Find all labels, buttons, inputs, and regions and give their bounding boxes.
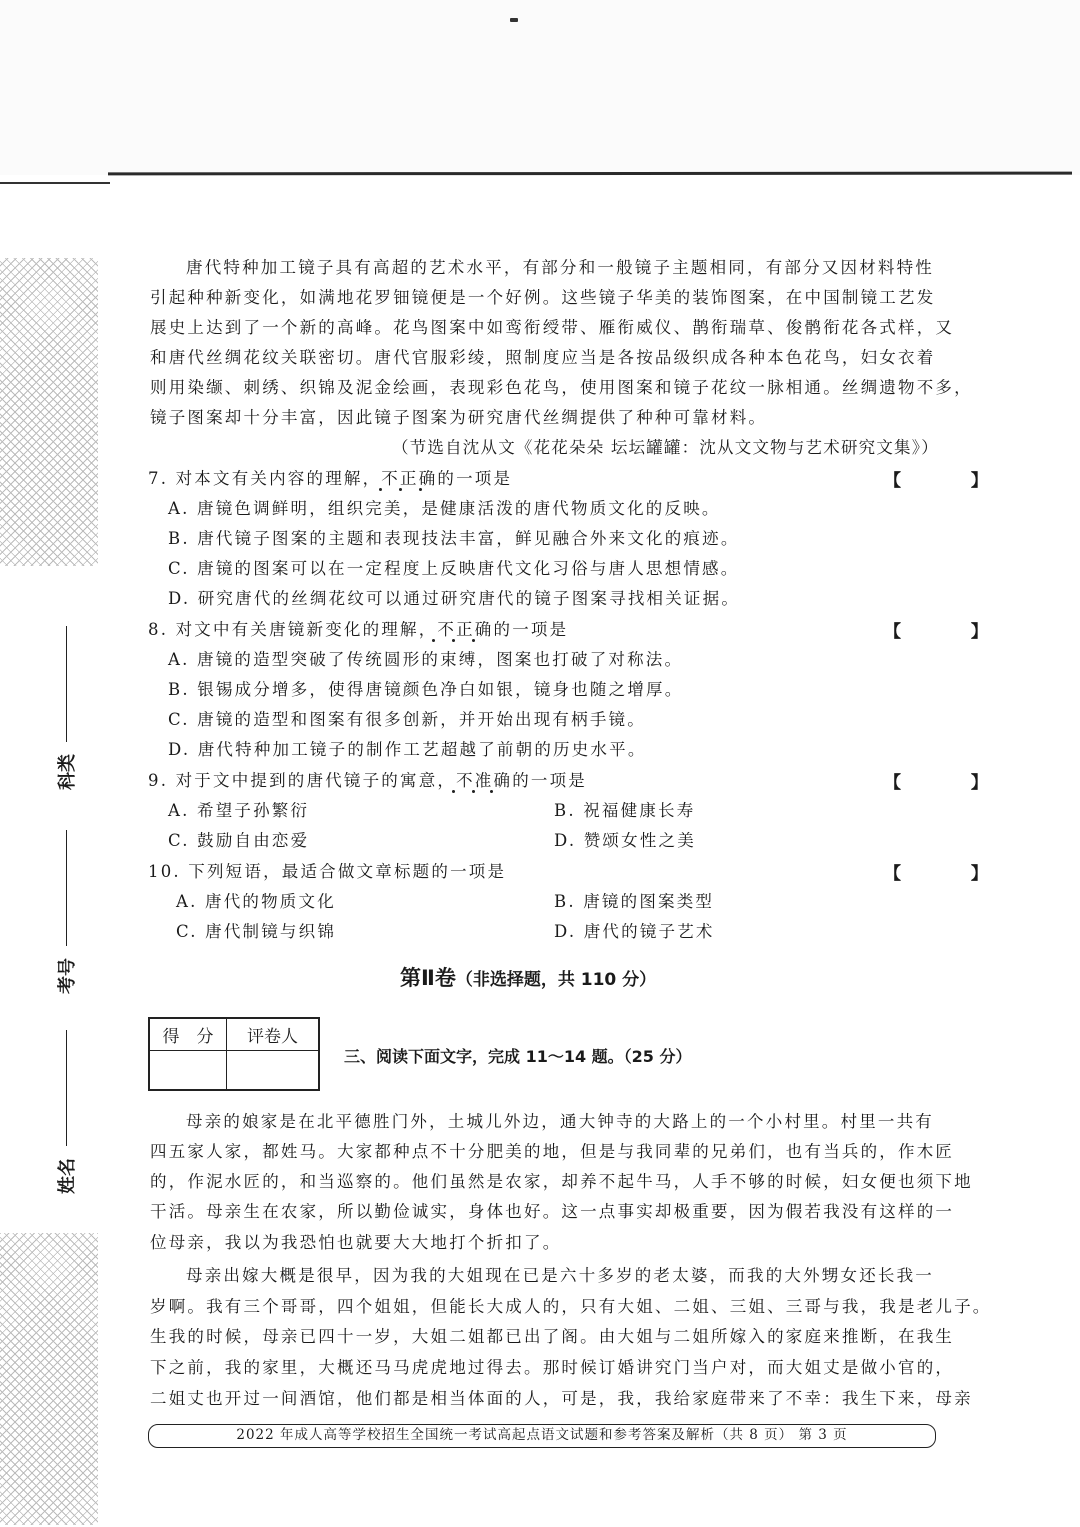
passage2-line: 干活。母亲生在农家，所以勤俭诚实，身体也好。这一点事实却极重要，因为假若我没有这样的一 xyxy=(150,1202,955,1221)
answer-bracket: 【 】 xyxy=(884,622,1020,642)
passage2-line: 四五家人家，都姓马。大家都种点不十分肥美的地，但是与我同辈的兄弟们，也有当兵的，作木匠 xyxy=(150,1142,955,1161)
section-2-label: 第Ⅱ卷 xyxy=(400,966,456,990)
option-d: D. 唐代的镜子艺术 xyxy=(554,922,715,941)
page-edge-left xyxy=(0,182,110,184)
option-c: C. 唐代制镜与织锦 xyxy=(176,922,337,941)
passage1-line: 和唐代丝绸花纹关联密切。唐代官服彩绫，照制度应当是各按品级织成各种本色花鸟，妇女衣着 xyxy=(150,348,936,367)
scan-speck xyxy=(510,18,518,22)
option-b: B. 唐代镜子图案的主题和表现技法丰富，鲜见融合外来文化的痕迹。 xyxy=(168,529,740,548)
passage1-line: 引起种种新变化，如满地花罗钿镜便是一个好例。这些镜子华美的装饰图案，在中国制镜工艺发 xyxy=(150,288,936,307)
binding-hatch-bottom xyxy=(0,1233,98,1525)
option-b: B. 祝福健康长寿 xyxy=(554,801,696,820)
question-stem: 10. 下列短语，最适合做文章标题的一项是 xyxy=(148,862,507,881)
option-d: D. 研究唐代的丝绸花纹可以通过研究唐代的镜子图案寻找相关证据。 xyxy=(168,589,741,608)
passage2-line: 二姐丈也开过一间酒馆，他们都是相当体面的人，可是，我，我给家庭带来了不幸：我生下来，母亲 xyxy=(150,1389,973,1408)
emphasis-dot xyxy=(399,488,402,491)
emphasis-dot xyxy=(379,488,382,491)
passage2-line: 生我的时候，母亲已四十一岁，大姐二姐都已出了阁。由大姐与二姐所嫁入的家庭来推断，在我生 xyxy=(150,1327,955,1346)
passage1-line: 展史上达到了一个新的高峰。花鸟图案中如鸾衔绶带、雁衔威仪、鹊衔瑞草、俊鹘衔花各式样，又 xyxy=(150,318,955,337)
passage1-line: 则用染缬、刺绣、织锦及泥金绘画，表现彩色花鸟，使用图案和镜子花纹一脉相通。丝绸遗物不多， xyxy=(150,378,973,397)
option-b: B. 银锡成分增多，使得唐镜颜色净白如银，镜身也随之增厚。 xyxy=(168,680,684,699)
answer-bracket: 【 】 xyxy=(884,864,1020,884)
score-table xyxy=(148,1017,320,1091)
option-d: D. 唐代特种加工镜子的制作工艺超越了前朝的历史水平。 xyxy=(168,740,647,759)
section-2-subtitle: （非选择题，共 110 分） xyxy=(455,970,657,990)
name-label: 姓名 xyxy=(57,1158,78,1194)
question-stem: 9. 对于文中提到的唐代镜子的寓意，不准确的一项是 xyxy=(148,771,587,790)
page-footer: 2022 年成人高等学校招生全国统一考试高起点语文试题和参考答案及解析（共 8 页） 第 3 页 xyxy=(148,1424,936,1448)
binding-hatch-top xyxy=(0,258,98,566)
option-d: D. 赞颂女性之美 xyxy=(554,831,696,850)
answer-bracket: 【 】 xyxy=(884,773,1020,793)
exam-no-line xyxy=(66,830,67,946)
section-2-title xyxy=(400,962,656,992)
grader-cell[interactable] xyxy=(227,1050,320,1090)
option-a: A. 唐镜色调鲜明，组织完美，是健康活泼的唐代物质文化的反映。 xyxy=(168,499,721,518)
passage2-line: 下之前，我的家里，大概还马马虎虎地过得去。那时候订婚讲究门当户对，而大姐丈是做小官的， xyxy=(150,1358,955,1377)
emphasis-dot xyxy=(472,639,475,642)
emphasis-dot xyxy=(419,488,422,491)
part-3-heading: 三、阅读下面文字，完成 11～14 题。（25 分） xyxy=(344,1047,692,1066)
score-cell[interactable] xyxy=(149,1050,227,1090)
score-header: 得 分 xyxy=(149,1018,227,1050)
subject-line xyxy=(66,626,67,742)
option-c: C. 鼓励自由恋爱 xyxy=(168,831,310,850)
passage2-line: 位母亲，我以为我恐怕也就要大大地打个折扣了。 xyxy=(150,1233,562,1252)
emphasis-dot xyxy=(452,790,455,793)
passage2-line: 母亲的娘家是在北平德胜门外，土城儿外边，通大钟寺的大路上的一个小村里。村里一共有 xyxy=(186,1112,934,1131)
emphasis-dot xyxy=(432,639,435,642)
option-c: C. 唐镜的图案可以在一定程度上反映唐代文化习俗与唐人思想情感。 xyxy=(168,559,740,578)
emphasis-dot xyxy=(472,790,475,793)
source-note: （节选自沈从文《花花朵朵 坛坛罐罐：沈从文文物与艺术研究文集》） xyxy=(392,438,939,457)
option-a: A. 唐镜的造型突破了传统圆形的束缚，图案也打破了对称法。 xyxy=(168,650,684,669)
subject-label: 科类 xyxy=(57,754,78,790)
option-a: A. 希望子孙繁衍 xyxy=(168,801,310,820)
exam-no-label: 考号 xyxy=(57,958,78,994)
question-stem: 8. 对文中有关唐镜新变化的理解，不正确的一项是 xyxy=(148,620,569,639)
option-b: B. 唐镜的图案类型 xyxy=(554,892,715,911)
question-stem: 7. 对本文有关内容的理解，不正确的一项是 xyxy=(148,469,513,488)
option-c: C. 唐镜的造型和图案有很多创新，并开始出现有柄手镜。 xyxy=(168,710,646,729)
passage2-line: 母亲出嫁大概是很早，因为我的大姐现在已是六十多岁的老太婆，而我的大外甥女还长我一 xyxy=(186,1266,934,1285)
passage2-line: 岁啊。我有三个哥哥，四个姐姐，但能长大成人的，只有大姐、二姐、三姐、三哥与我，我是老儿子。 xyxy=(150,1297,992,1316)
passage2-line: 的，作泥水匠的，和当巡察的。他们虽然是农家，却养不起牛马，人手不够的时候，妇女便也须下地 xyxy=(150,1172,973,1191)
name-line xyxy=(66,1030,67,1146)
emphasis-dot xyxy=(490,790,493,793)
passage1-line: 唐代特种加工镜子具有高超的艺术水平，有部分和一般镜子主题相同，有部分又因材料特性 xyxy=(186,258,934,277)
emphasis-dot xyxy=(452,639,455,642)
option-a: A. 唐代的物质文化 xyxy=(176,892,336,911)
scan-top-margin xyxy=(0,0,1080,175)
grader-header: 评卷人 xyxy=(227,1018,320,1050)
passage1-line: 镜子图案却十分丰富，因此镜子图案为研究唐代丝绸提供了种种可靠材料。 xyxy=(150,408,768,427)
answer-bracket: 【 】 xyxy=(884,471,1020,491)
